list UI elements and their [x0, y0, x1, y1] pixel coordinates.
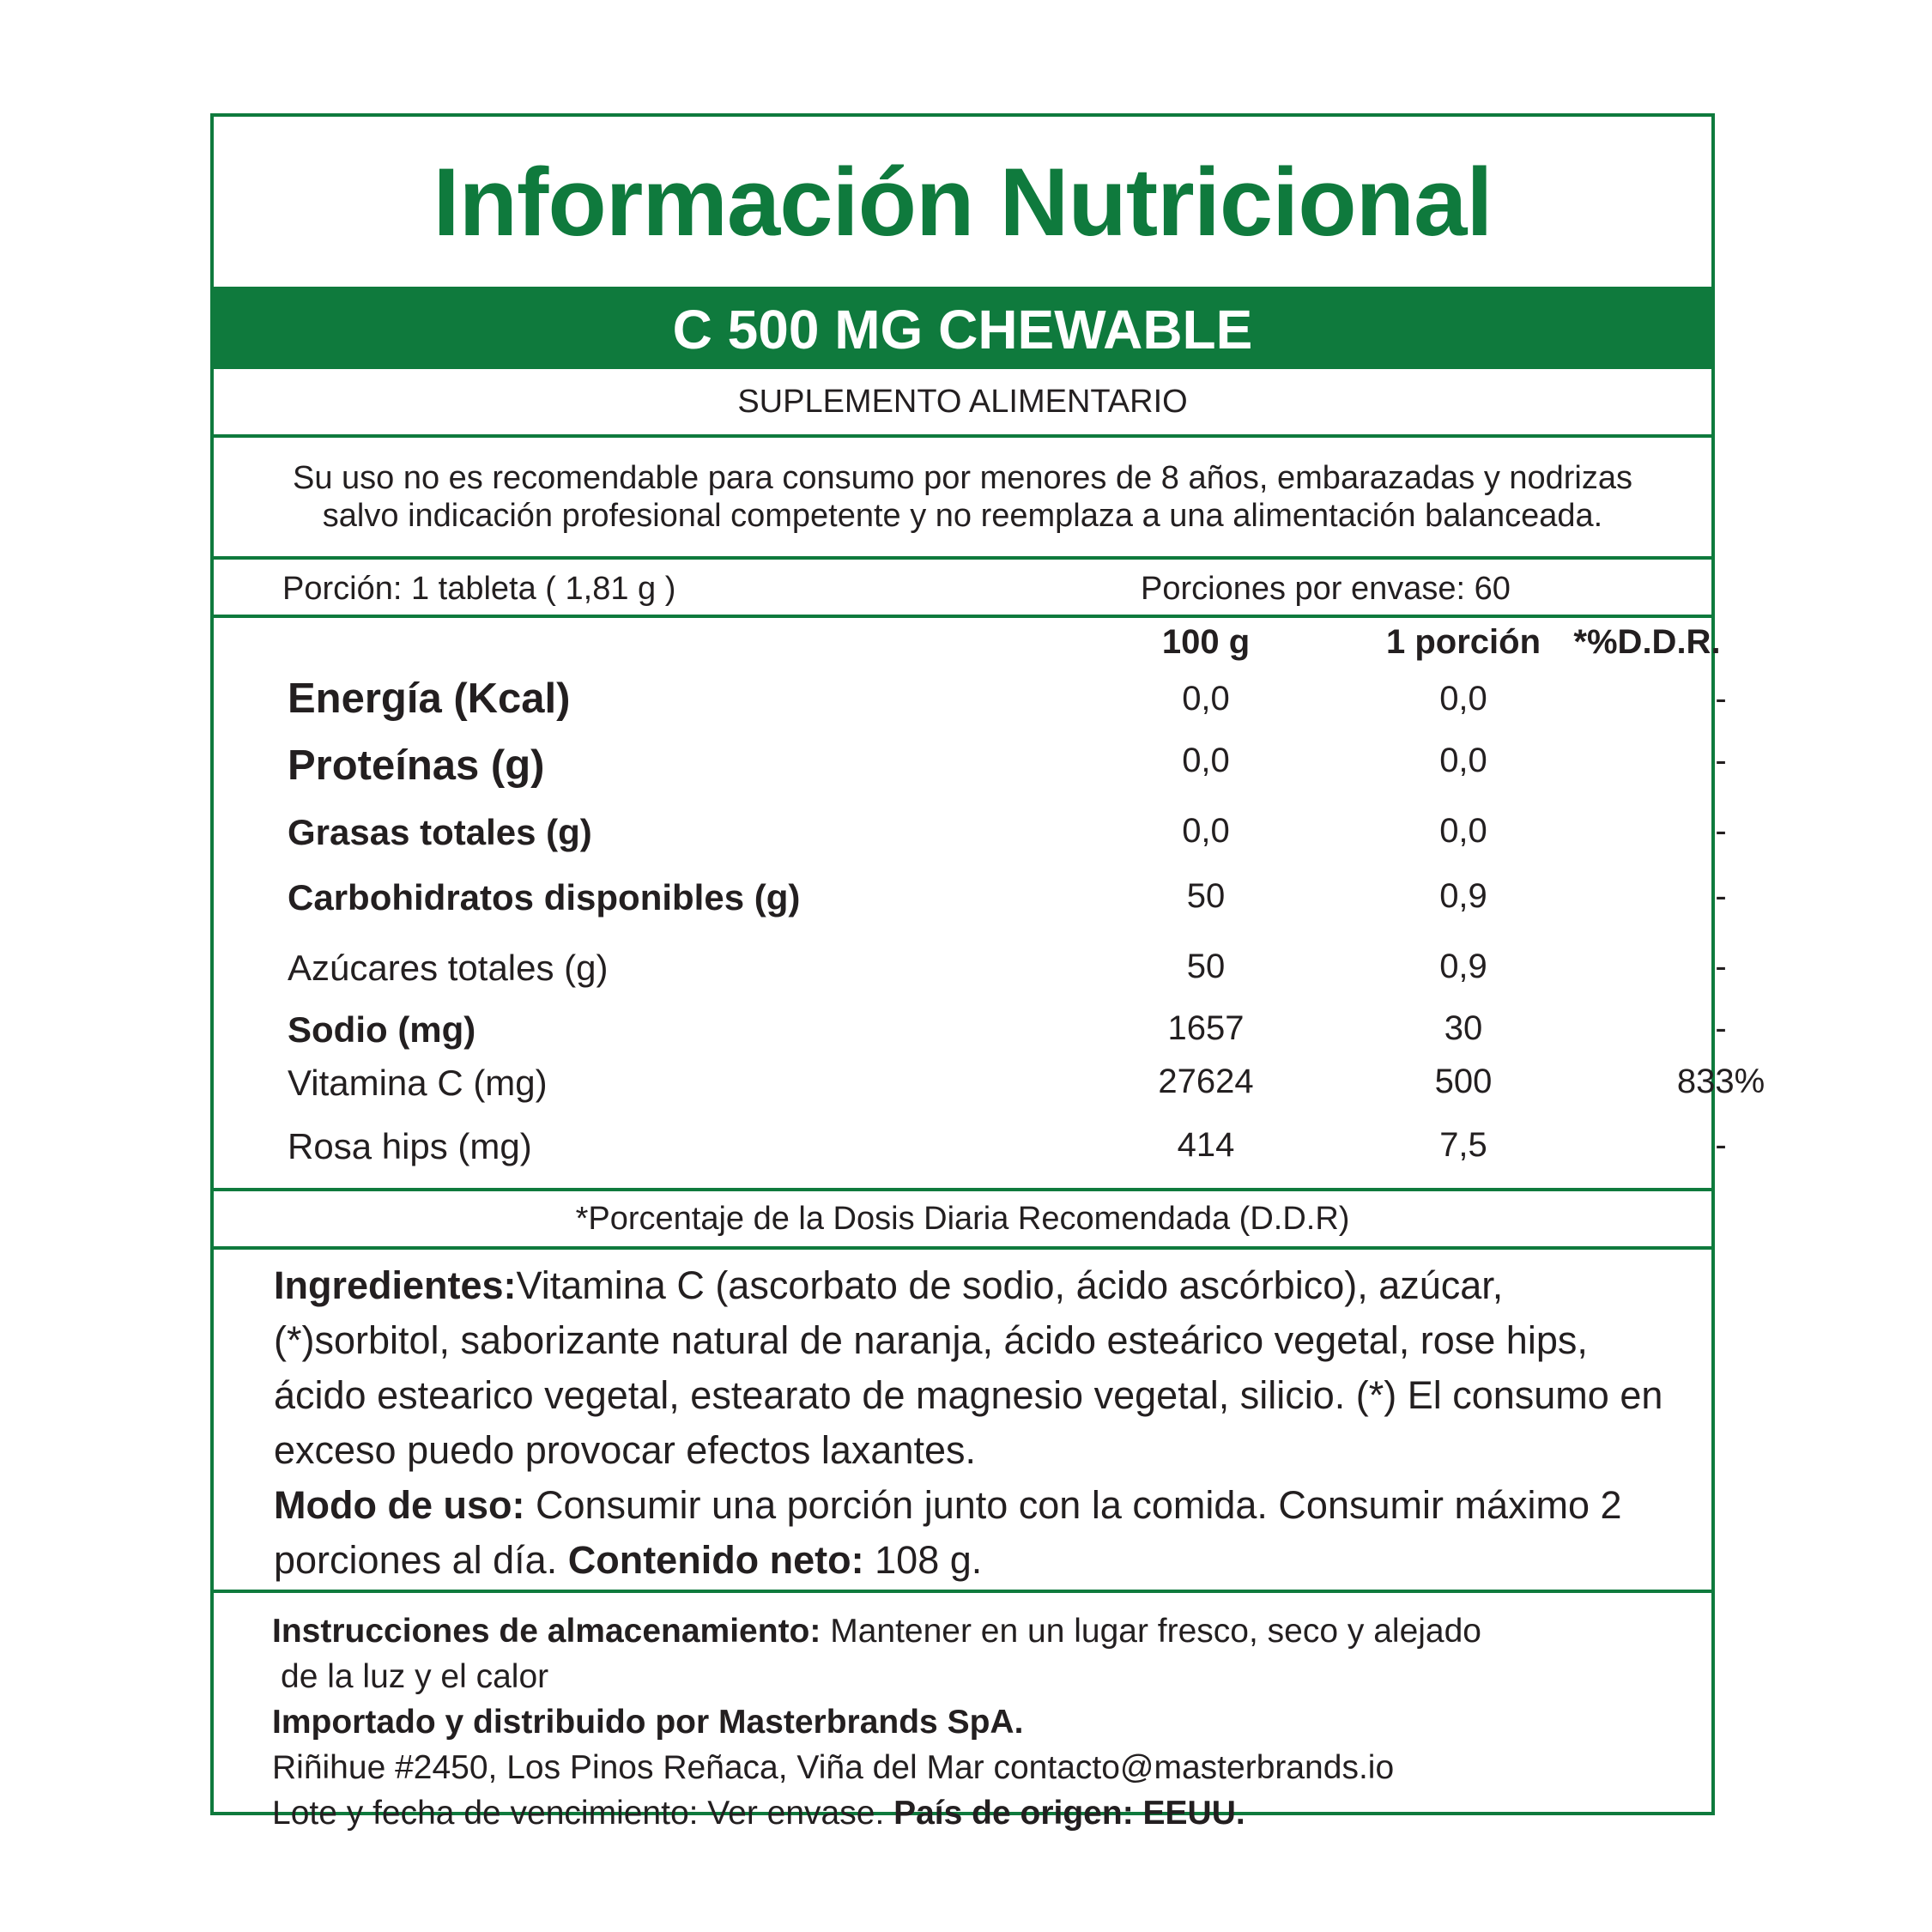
ddr-footnote: *Porcentaje de la Dosis Diaria Recomendada (D.D.R)	[575, 1200, 1350, 1237]
warning-line: Su uso no es recomendable para consumo por menores de 8 años, embarazadas y nodrizas	[292, 460, 1633, 496]
value-per-portion: 0,0	[1439, 742, 1487, 779]
table-row	[214, 1009, 1727, 1061]
table-row	[214, 742, 1727, 793]
nutrition-table	[214, 618, 1765, 1188]
ingredients-label: Ingredientes:	[274, 1263, 517, 1307]
value-ddr: -	[1715, 742, 1727, 779]
origin-text: País de origen: EEUU.	[893, 1795, 1245, 1832]
value-per-100g: 0,0	[1182, 812, 1230, 850]
storage-instructions	[272, 1608, 1677, 1654]
net-content-label: Contenido neto:	[567, 1538, 864, 1582]
column-header-portion: 1 porción	[1385, 623, 1541, 661]
value-per-100g: 414	[1177, 1126, 1235, 1164]
net-content-value: 108 g.	[863, 1538, 983, 1582]
lot-text: Lote y fecha de vencimiento: Ver envase.	[272, 1795, 894, 1832]
storage-label: Instrucciones de almacenamiento:	[272, 1613, 821, 1650]
usage-warning	[214, 438, 1711, 556]
value-per-100g: 0,0	[1182, 680, 1230, 718]
value-ddr: -	[1715, 1126, 1727, 1164]
column-header-100g: 100 g	[1161, 623, 1251, 661]
value-ddr: 833%	[1676, 1063, 1765, 1100]
nutrient-name: Rosa hips (mg)	[288, 1126, 532, 1166]
value-per-portion: 0,9	[1439, 948, 1487, 985]
nutrient-name: Azúcares totales (g)	[288, 948, 609, 988]
nutrient-name: Vitamina C (mg)	[288, 1063, 548, 1103]
product-name-banner: C 500 MG CHEWABLE	[214, 290, 1711, 369]
value-per-portion: 7,5	[1439, 1126, 1487, 1164]
nutrient-name: Carbohidratos disponibles (g)	[288, 877, 801, 918]
nutrient-name: Proteínas (g)	[288, 742, 545, 789]
importer-line: Importado y distribuido por Masterbrands SpA.	[272, 1704, 1024, 1741]
value-per-portion: 500	[1434, 1063, 1493, 1100]
warning-line: salvo indicación profesional competente y no reemplaza a una alimentación balanceada.	[322, 498, 1603, 534]
nutrient-name: Sodio (mg)	[288, 1009, 476, 1050]
value-per-portion: 0,0	[1439, 812, 1487, 850]
value-per-portion: 0,9	[1439, 877, 1487, 915]
value-per-100g: 50	[1186, 877, 1226, 915]
value-per-100g: 0,0	[1182, 742, 1230, 779]
value-per-portion: 30	[1444, 1009, 1483, 1047]
value-ddr: -	[1715, 1009, 1727, 1047]
product-type: SUPLEMENTO ALIMENTARIO	[737, 383, 1188, 420]
table-row	[214, 1063, 1765, 1114]
value-per-100g: 1657	[1167, 1009, 1245, 1047]
usage-paragraph	[274, 1478, 1686, 1588]
servings-per-container: Porciones por envase: 60	[1141, 571, 1511, 607]
value-per-100g: 50	[1186, 948, 1226, 985]
value-ddr: -	[1715, 877, 1727, 915]
table-row	[214, 812, 1727, 863]
value-per-100g: 27624	[1158, 1063, 1254, 1100]
table-row	[214, 948, 1727, 999]
ingredients-text: Vitamina C (ascorbato de sodio, ácido ascórbico), azúcar, (*)sorbitol, saborizante natural de naranja, ácido esteárico vegetal, rose hips, ácido estearico vegetal, estearato de magnesio vegetal, silicio. (*) El consumo en exceso puedo provocar efectos laxantes.	[274, 1263, 1663, 1472]
value-per-portion: 0,0	[1439, 680, 1487, 718]
nutrient-name: Grasas totales (g)	[288, 812, 592, 852]
address-line: Riñihue #2450, Los Pinos Reñaca, Viña del Mar contacto@masterbrands.io	[272, 1749, 1395, 1786]
nutrition-label	[210, 113, 1765, 1832]
storage-text-cont: de la luz y el calor	[281, 1658, 549, 1695]
value-ddr: -	[1715, 680, 1727, 718]
label-title: Información Nutricional	[433, 148, 1493, 256]
value-ddr: -	[1715, 812, 1727, 850]
nutrient-name: Energía (Kcal)	[288, 675, 571, 722]
usage-label: Modo de uso:	[274, 1483, 525, 1527]
footer-info	[214, 1593, 1711, 1832]
serving-info	[214, 560, 1711, 615]
value-ddr: -	[1715, 948, 1727, 985]
table-row	[214, 675, 1727, 726]
column-header-ddr: *%D.D.R.	[1573, 623, 1721, 661]
usage-text: Consumir una porción junto con la comida. Consumir máximo 2 porciones al día.	[274, 1483, 1622, 1582]
serving-size: Porción: 1 tableta ( 1,81 g )	[282, 571, 676, 607]
table-row	[214, 877, 1727, 929]
ingredients-paragraph	[274, 1258, 1686, 1478]
storage-text: Mantener en un lugar fresco, seco y alejado	[821, 1613, 1481, 1650]
ingredients-section	[214, 1250, 1711, 1590]
table-row	[214, 1126, 1727, 1178]
lot-origin-line	[272, 1790, 1677, 1836]
